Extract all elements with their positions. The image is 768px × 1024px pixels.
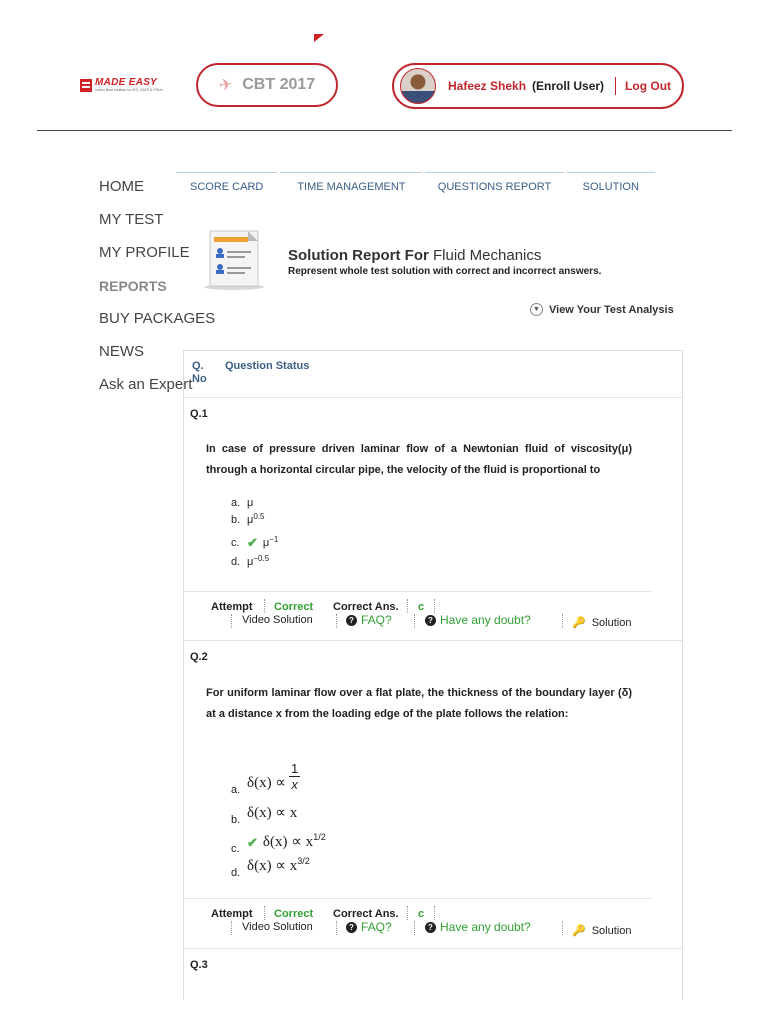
- nav-item-home[interactable]: HOME: [99, 178, 144, 195]
- dotted-divider: [407, 599, 408, 613]
- question-number: Q.2: [190, 651, 208, 663]
- chevron-down-icon: ▼: [530, 303, 543, 316]
- report-subject: Fluid Mechanics: [433, 247, 542, 264]
- option-a: a. δ(x) ∝ $\frac{1}{x}$: [231, 761, 299, 796]
- avatar[interactable]: [400, 68, 436, 104]
- row-divider: [184, 948, 682, 949]
- faq-link[interactable]: ? FAQ?: [346, 613, 392, 627]
- column-header-status: Question Status: [225, 360, 310, 372]
- dotted-divider: [562, 614, 563, 628]
- option-a: a. μ: [231, 497, 254, 509]
- header-divider: [37, 130, 732, 131]
- dotted-divider: [407, 906, 408, 920]
- dotted-divider: [434, 906, 435, 920]
- report-subtitle: Represent whole test solution with correct and incorrect answers.: [288, 266, 602, 277]
- attempt-status: Correct: [274, 601, 314, 613]
- tab-time-management[interactable]: TIME MANAGEMENT: [280, 172, 422, 200]
- dotted-divider: [231, 921, 232, 935]
- user-role: (Enroll User): [532, 79, 605, 93]
- dotted-divider: [231, 614, 232, 628]
- nav-item-my-profile[interactable]: MY PROFILE: [99, 244, 190, 261]
- tab-questions-report[interactable]: QUESTIONS REPORT: [425, 172, 563, 200]
- check-icon: ✔: [247, 835, 258, 850]
- attempt-status: Correct: [274, 908, 314, 920]
- report-title-prefix: Solution Report For: [288, 247, 429, 264]
- question-number: Q.1: [190, 408, 208, 420]
- option-b: b. δ(x) ∝ x: [231, 805, 298, 826]
- report-document-icon: [203, 229, 265, 291]
- paper-plane-icon: ✈: [217, 75, 234, 96]
- question-circle-icon: ?: [346, 615, 357, 626]
- dotted-divider: [264, 599, 265, 613]
- question-number: Q.3: [190, 959, 208, 971]
- solution-link[interactable]: 🔑 Solution: [572, 616, 632, 629]
- view-test-analysis-link[interactable]: [530, 303, 674, 316]
- nav-item-news[interactable]: NEWS: [99, 343, 144, 360]
- attempt-label: Attempt: [211, 908, 253, 920]
- exam-selector-pill[interactable]: [196, 63, 338, 107]
- option-c: c. ✔ δ(x) ∝ x $^{1/2}$: [231, 832, 326, 855]
- dotted-divider: [434, 599, 435, 613]
- page-title: [288, 247, 541, 264]
- option-d: d. δ(x) ∝ x $^{3/2}$: [231, 856, 310, 879]
- nav-item-my-test[interactable]: MY TEST: [99, 211, 164, 228]
- fraction: $\frac{1}{x}$: [291, 761, 299, 792]
- have-doubt-link[interactable]: ? Have any doubt?: [425, 920, 531, 934]
- option-d: d. μ $^{-0.5}$: [231, 553, 270, 568]
- attempt-label: Attempt: [211, 601, 253, 613]
- user-name[interactable]: Hafeez Shekh: [448, 79, 527, 93]
- key-icon: 🔑: [572, 925, 586, 937]
- dotted-divider: [562, 921, 563, 935]
- dotted-divider: [414, 614, 415, 628]
- faq-link[interactable]: ? FAQ?: [346, 920, 392, 934]
- tab-score-card[interactable]: SCORE CARD: [176, 172, 277, 200]
- logo-text: MADE EASY: [95, 77, 158, 88]
- divider: [615, 77, 616, 95]
- row-divider: [184, 397, 682, 398]
- question-circle-icon: ?: [346, 922, 357, 933]
- tab-solution[interactable]: SOLUTION: [567, 172, 655, 200]
- analysis-link-label: View Your Test Analysis: [549, 303, 674, 316]
- correct-answer-label: Correct Ans.: [333, 908, 399, 920]
- decorative-red-mark: [314, 34, 324, 42]
- nav-item-ask-expert[interactable]: Ask an Expert: [99, 376, 193, 393]
- question-circle-icon: ?: [425, 922, 436, 933]
- check-icon: ✔: [247, 535, 258, 550]
- correct-answer-label: Correct Ans.: [333, 601, 399, 613]
- solution-link[interactable]: 🔑 Solution: [572, 924, 632, 937]
- user-pill: [392, 63, 684, 109]
- report-tabs: [176, 172, 658, 200]
- video-solution-link[interactable]: Video Solution: [242, 921, 313, 933]
- made-easy-logo[interactable]: [80, 78, 162, 93]
- exam-label: CBT 2017: [242, 76, 316, 93]
- question-text: For uniform laminar flow over a flat plate, the thickness of the boundary layer (δ) at a distance x from the loading edge of the plate follows the relation:: [206, 687, 632, 720]
- column-header-qno: Q. No: [192, 360, 207, 385]
- option-c: c. ✔ μ $^{-1}$: [231, 534, 279, 550]
- option-b: b. μ $^{0.5}$: [231, 511, 265, 526]
- logo-subtitle: India's Best Institute for IES, GATE & PSUs: [95, 88, 163, 92]
- question-text: In case of pressure driven laminar flow of a Newtonian fluid of viscosity(μ) through a horizontal circular pipe, the velocity of the fluid is proportional to: [206, 443, 632, 476]
- video-solution-link[interactable]: Video Solution: [242, 614, 313, 626]
- key-icon: 🔑: [572, 617, 586, 629]
- have-doubt-link[interactable]: ? Have any doubt?: [425, 613, 531, 627]
- dotted-divider: [336, 614, 337, 628]
- nav-item-buy-packages[interactable]: BUY PACKAGES: [99, 310, 216, 327]
- nav-item-reports[interactable]: REPORTS: [99, 278, 167, 294]
- dotted-divider: [414, 921, 415, 935]
- logout-button[interactable]: Log Out: [625, 79, 672, 93]
- logo-icon: [80, 79, 92, 92]
- correct-answer-value: c: [418, 908, 425, 920]
- dotted-divider: [336, 921, 337, 935]
- question-circle-icon: ?: [425, 615, 436, 626]
- dotted-divider: [264, 906, 265, 920]
- row-divider: [184, 640, 682, 641]
- correct-answer-value: c: [418, 601, 425, 613]
